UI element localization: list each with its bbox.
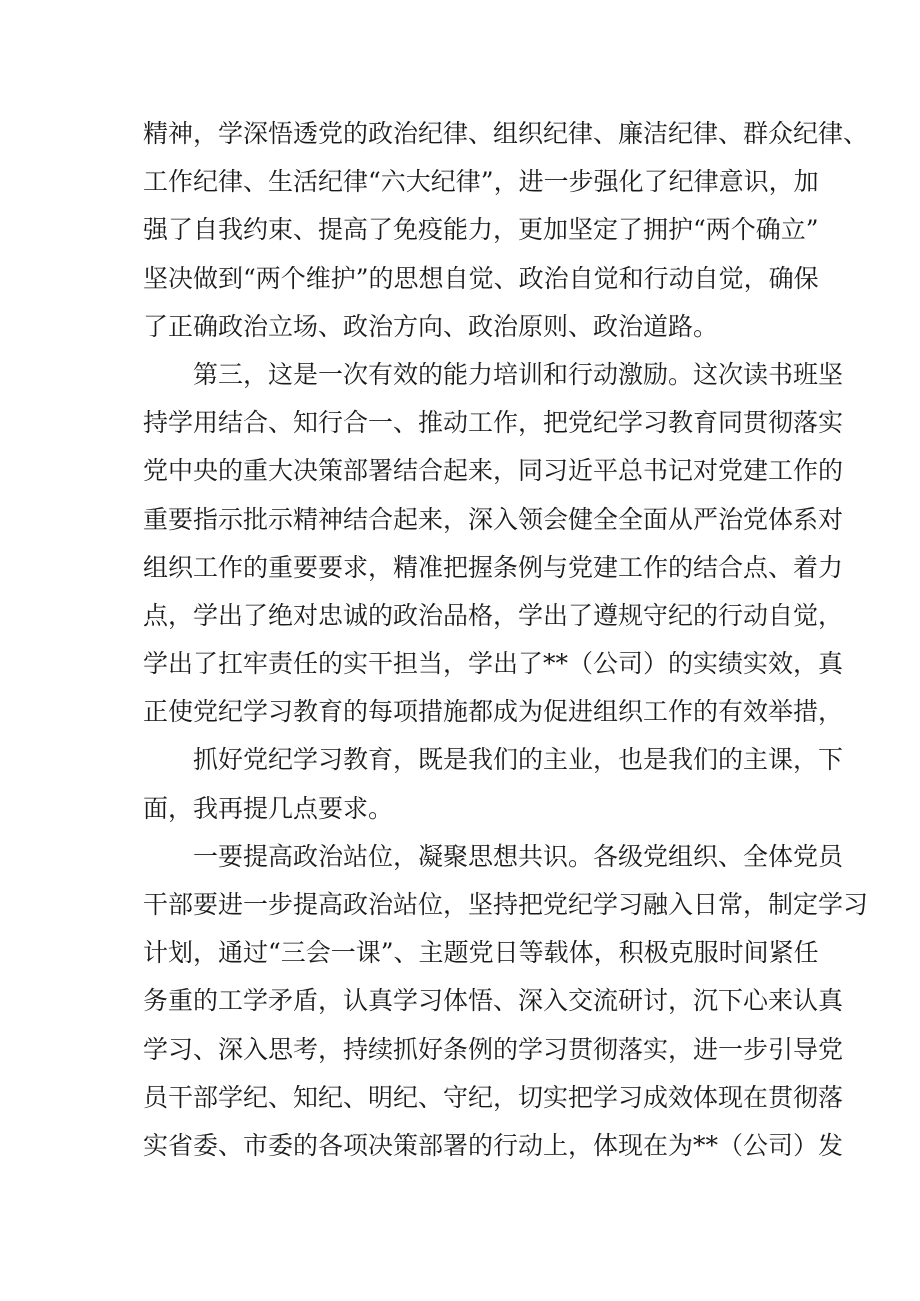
paragraph-3	[143, 736, 844, 832]
text-line: 了正确政治立场、政治方向、政治原则、政治道路。	[143, 311, 719, 341]
text-line: 抓好党纪学习教育，既是我们的主业，也是我们的主课，下	[193, 745, 844, 775]
text-line: 务重的工学矛盾，认真学习体悟、深入交流研讨，沉下心来认真	[143, 986, 844, 1016]
text-line: 学习、深入思考，持续抓好条例的学习贯彻落实，进一步引导党	[143, 1034, 844, 1064]
text-line: 强了自我约束、提高了免疫能力，更加坚定了拥护“两个确立”	[143, 215, 819, 245]
text-line: 学出了扛牢责任的实干担当，学出了**（公司）的实绩实效，真	[143, 649, 844, 679]
text-line: 第三，这是一次有效的能力培训和行动激励。这次读书班坚	[193, 359, 844, 389]
text-line: 计划，通过“三会一课”、主题党日等载体，积极克服时间紧任	[143, 938, 819, 968]
text-line: 员干部学纪、知纪、明纪、守纪，切实把学习成效体现在贯彻落	[143, 1082, 844, 1112]
paragraph-2	[143, 351, 844, 737]
text-line: 干部要进一步提高政治站位，坚持把党纪学习融入日常，制定学习	[143, 890, 869, 919]
paragraph-1	[143, 110, 869, 351]
document-body	[143, 110, 869, 1170]
text-line: 工作纪律、生活纪律“六大纪律”，进一步强化了纪律意识，加	[143, 167, 819, 197]
text-line: 重要指示批示精神结合起来，深入领会健全全面从严治党体系对	[143, 504, 844, 534]
text-line: 党中央的重大决策部署结合起来，同习近平总书记对党建工作的	[143, 456, 844, 486]
text-line: 持学用结合、知行合一、推动工作，把党纪学习教育同贯彻落实	[143, 408, 844, 438]
text-line: 正使党纪学习教育的每项措施都成为促进组织工作的有效举措，	[143, 697, 844, 727]
text-line: 一要提高政治站位，凝聚思想共识。各级党组织、全体党员	[193, 841, 844, 871]
text-line: 实省委、市委的各项决策部署的行动上，体现在为**（公司）发	[143, 1130, 844, 1160]
paragraph-4	[143, 833, 869, 1170]
text-line: 组织工作的重要要求，精准把握条例与党建工作的结合点、着力	[143, 552, 844, 582]
text-line: 精神，学深悟透党的政治纪律、组织纪律、廉洁纪律、群众纪律、	[143, 119, 869, 148]
text-line: 点，学出了绝对忠诚的政治品格，学出了遵规守纪的行动自觉，	[143, 600, 844, 630]
text-line: 面，我再提几点要求。	[143, 793, 394, 823]
text-line: 坚决做到“两个维护”的思想自觉、政治自觉和行动自觉，确保	[143, 263, 819, 293]
